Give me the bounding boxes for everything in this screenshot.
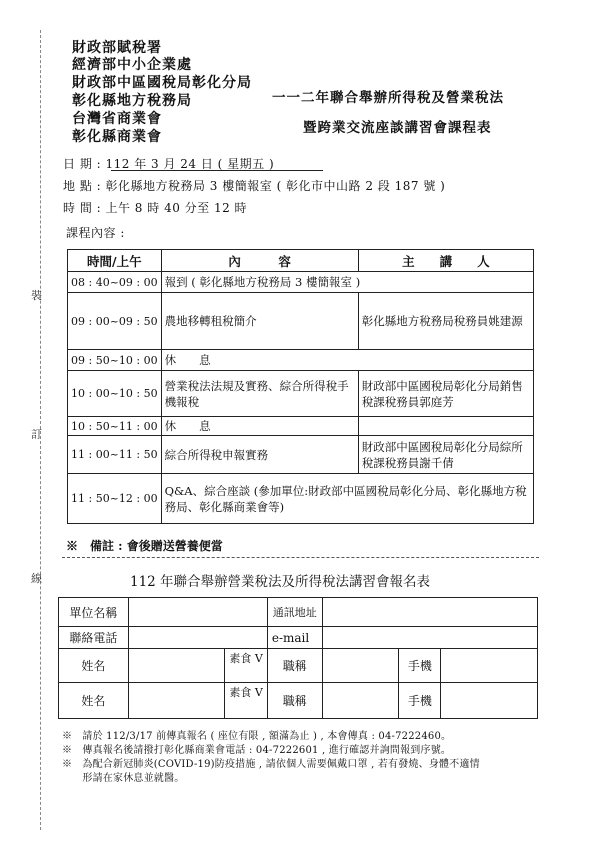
- schedule-row: [68, 474, 534, 524]
- registration-form: [58, 597, 538, 719]
- row-time: 11 : 00~11 : 50: [68, 436, 162, 474]
- row-speaker: 財政部中區國稅局彰化分局綜所稅課稅務員謝千倩: [358, 436, 533, 474]
- schedule-row: [68, 350, 534, 371]
- name-label: 姓名: [59, 649, 129, 683]
- course-label: 課程內容 :: [66, 226, 125, 240]
- date-underline: [111, 170, 323, 171]
- row-speaker: 財政部中區國稅局彰化分局銷售稅課稅務員郭庭芳: [358, 371, 533, 417]
- organizer-3: 財政部中區國稅局彰化分局: [72, 75, 252, 91]
- phone-field[interactable]: [128, 627, 267, 649]
- email-field[interactable]: [322, 627, 537, 649]
- note-2: ※ 傳真報名後請撥打彰化縣商業會電話 : 04-7222601 , 進行確認并詢問報到序號。: [62, 745, 452, 756]
- mobile-label: 手機: [399, 649, 441, 683]
- note-3: ※ 為配合新冠肺炎(COVID-19)防疫措施 , 請依個人需要佩戴口罩 , 若有發燒、身體不適情: [62, 759, 480, 770]
- divider: [62, 557, 539, 558]
- row-speaker: 彰化縣地方稅務局稅務員姚建源: [358, 293, 533, 350]
- row-time: 08 : 40~09 : 00: [68, 272, 162, 293]
- date-line: 日 期 : 112 年 3 月 24 日 ( 星期五 ): [63, 157, 275, 171]
- binding-mark-1: 裝: [31, 289, 42, 302]
- row-content: 綜合所得稅申報實務: [161, 436, 358, 474]
- schedule-header-row: [68, 250, 534, 272]
- veg-checkbox[interactable]: 素食 V: [225, 649, 267, 683]
- organizer-1: 財政部賦稅署: [72, 40, 162, 56]
- row-content: 休 息: [161, 417, 358, 436]
- row-content: 休 息: [161, 350, 533, 371]
- address-label: 通訊地址: [267, 598, 322, 627]
- job-title-field[interactable]: [322, 649, 399, 683]
- place-line: 地 點 : 彰化縣地方稅務局 3 樓簡報室 ( 彰化市中山路 2 段 187 號 ): [63, 179, 446, 193]
- row-time: 09 : 00~09 : 50: [68, 293, 162, 350]
- schedule-table: [67, 249, 534, 524]
- header-content: 內 容: [161, 250, 358, 272]
- unit-field[interactable]: [128, 598, 267, 627]
- veg-checkbox[interactable]: 素食 V: [225, 683, 267, 719]
- row-content: 報到 ( 彰化縣地方稅務局 3 樓簡報室 ): [161, 272, 533, 293]
- job-title-label: 職稱: [267, 649, 322, 683]
- header-speaker: 主 講 人: [358, 250, 533, 272]
- time-line: 時 間 : 上午 8 時 40 分至 12 時: [63, 201, 248, 215]
- address-field[interactable]: [322, 598, 537, 627]
- row-content: 營業稅法法規及實務、綜合所得稅手機報稅: [161, 371, 358, 417]
- schedule-row: [68, 417, 534, 436]
- organizer-5: 台灣省商業會: [72, 111, 162, 127]
- mobile-field[interactable]: [441, 683, 538, 719]
- row-time: 09 : 50~10 : 00: [68, 350, 162, 371]
- header-time: 時間/上午: [68, 250, 162, 272]
- schedule-row: [68, 272, 534, 293]
- schedule-row: [68, 436, 534, 474]
- unit-label: 單位名稱: [59, 598, 129, 627]
- organizer-6: 彰化縣商業會: [72, 129, 162, 145]
- name-field[interactable]: [128, 683, 225, 719]
- name-field[interactable]: [128, 649, 225, 683]
- schedule-row: [68, 293, 534, 350]
- job-title-field[interactable]: [322, 683, 399, 719]
- form-title: 112 年聯合舉辦營業稅法及所得稅法講習會報名表: [130, 574, 431, 590]
- email-label: e-mail: [267, 627, 322, 649]
- title-line-2: 暨跨業交流座談講習會課程表: [303, 120, 492, 136]
- phone-label: 聯絡電話: [59, 627, 129, 649]
- organizer-2: 經濟部中小企業處: [72, 57, 192, 73]
- binding-mark-3: 線: [31, 572, 42, 585]
- row-time: 11 : 50~12 : 00: [68, 474, 162, 524]
- mobile-label: 手機: [399, 683, 441, 719]
- schedule-row: [68, 371, 534, 417]
- binding-mark-2: 訂: [31, 428, 42, 441]
- name-label: 姓名: [59, 683, 129, 719]
- row-time: 10 : 00~10 : 50: [68, 371, 162, 417]
- mobile-field[interactable]: [441, 649, 538, 683]
- job-title-label: 職稱: [267, 683, 322, 719]
- row-speaker: [358, 417, 533, 436]
- row-time: 10 : 50~11 : 00: [68, 417, 162, 436]
- note-1: ※ 請於 112/3/17 前傳真報名 ( 座位有限 , 額滿為止 ) , 本會傳真 : 04-7222460。: [62, 731, 452, 742]
- note-4: 形請在家休息並就醫。: [62, 773, 185, 784]
- organizer-4: 彰化縣地方稅務局: [72, 93, 192, 109]
- row-content: Q&A、綜合座談 (參加單位:財政部中區國稅局彰化分局、彰化縣地方稅務局、彰化縣商業會等): [161, 474, 533, 524]
- row-content: 農地移轉租稅簡介: [161, 293, 358, 350]
- remark: ※ 備註 : 會後贈送營養便當: [66, 539, 223, 553]
- title-line-1: 一一二年聯合舉辦所得稅及營業稅法: [272, 90, 504, 106]
